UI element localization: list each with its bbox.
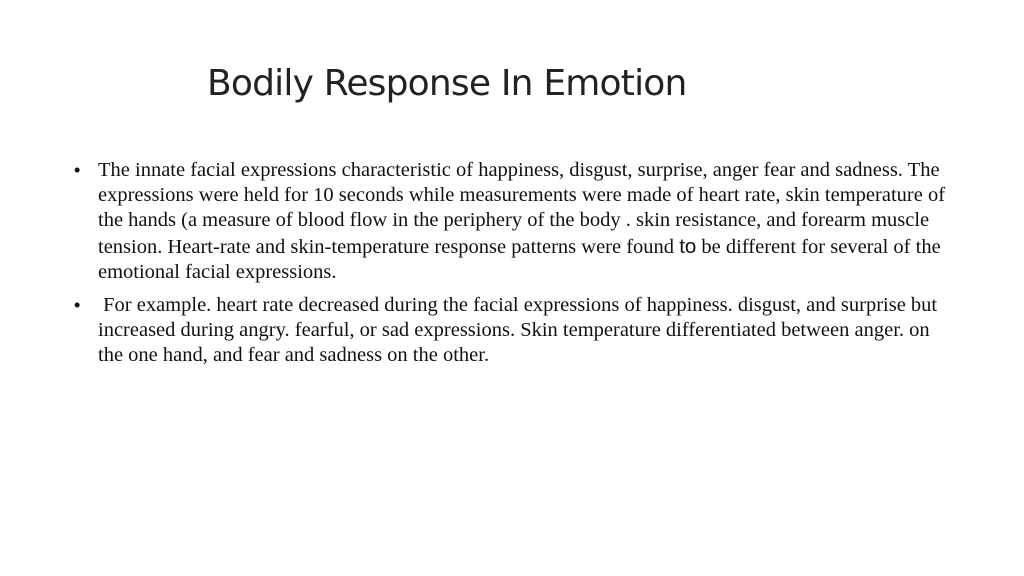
bullet-item-2: [74, 293, 954, 369]
bullet-text-1-sans-word: to: [679, 234, 697, 258]
slide-title: Bodily Response In Emotion: [207, 63, 687, 104]
bullet-text-1-part2: be different for several of the emotional facial expressions.: [98, 235, 941, 283]
bullet-text-1: [98, 158, 954, 285]
bullet-text-2: For example. heart rate decreased during the facial expressions of happiness. disgust, and surprise but increased during angry. fearful, or sad expressions. Skin temperature differentiated between anger. on the one hand, and fear and sadness on the other.: [98, 294, 943, 367]
bullet-text-1-part1: The innate facial expressions characteristic of happiness, disgust, surprise, anger fear and sadness. The expressions were held for 10 seconds while measurements were made of heart rate, skin temperature of the hands (a measure of blood flow in the periphery of the body . skin resistance, and forearm muscle tension. Heart-rate and skin-temperature response patterns were found: [98, 159, 946, 258]
bullet-marker-icon: •: [74, 160, 81, 180]
bullet-marker-icon: •: [74, 295, 81, 316]
bullet-item-1: [74, 158, 954, 285]
bullet-list: [74, 158, 954, 377]
